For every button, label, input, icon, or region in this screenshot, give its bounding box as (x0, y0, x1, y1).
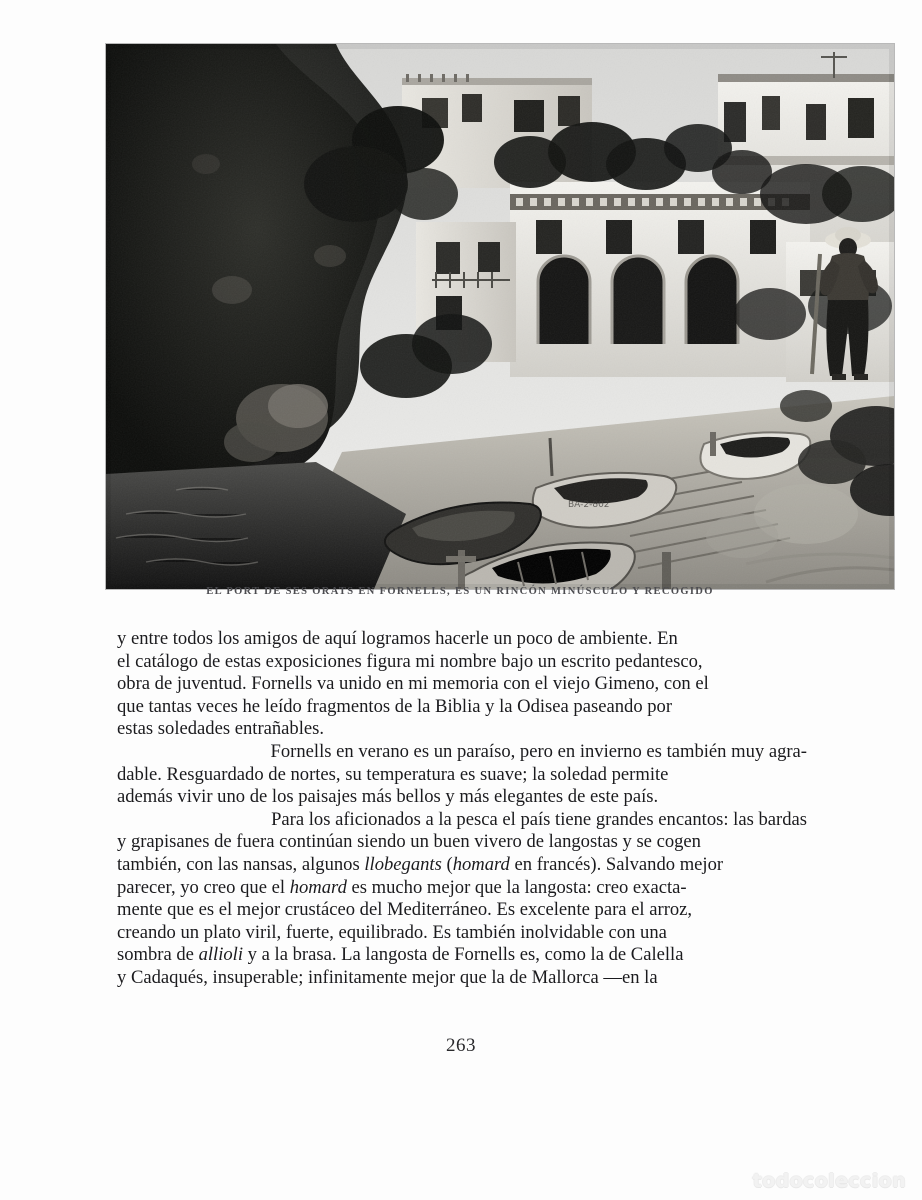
text-line: y grapisanes de fuera continúan siendo un buen vivero de langostas y se cogen (117, 831, 701, 853)
italic-term: llobegants (364, 853, 442, 875)
body-text-column (117, 628, 807, 990)
text-line: el catálogo de estas exposiciones figura mi nombre bajo un escrito pedantesco, (117, 650, 703, 672)
text-line: mente que es el mejor crustáceo del Mediterráneo. Es excelente para el arroz, (117, 899, 693, 921)
text-line: que tantas veces he leído fragmentos de la Biblia y la Odisea paseando por (117, 695, 673, 717)
text-line: creando un plato viril, fuerte, equilibrado. Es también inolvidable con una (117, 921, 667, 943)
site-watermark: todocoleccion (752, 1170, 906, 1192)
photo-caption: EL PORT DE SES ORATS EN FORNELLS, ES UN RINCÓN MINÚSCULO Y RECOGIDO (206, 586, 714, 597)
paragraph-2 (117, 741, 807, 809)
photograph (106, 44, 894, 589)
text-line: además vivir uno de los paisajes más bellos y más elegantes de este país. (117, 786, 659, 808)
text-line: parecer, yo creo que el homard es mucho mejor que la langosta: creo exacta- (117, 876, 687, 898)
text-line: dable. Resguardado de nortes, su temperatura es suave; la soledad permite (117, 763, 669, 785)
photo-figure (106, 44, 894, 589)
photograph-content (106, 44, 894, 589)
paragraph-1 (117, 628, 807, 741)
italic-term: homard (289, 876, 347, 898)
text-line: Para los aficionados a la pesca el país tiene grandes encantos: las bardas (117, 809, 807, 832)
text-line: sombra de allioli y a la brasa. La langosta de Fornells es, como la de Calella (117, 944, 684, 966)
text-line: también, con las nansas, algunos llobegants (homard en francés). Salvando mejor (117, 853, 724, 875)
page-number: 263 (446, 1035, 476, 1056)
paragraph-indent (117, 741, 151, 764)
paragraph-indent (117, 809, 151, 832)
text-line: y entre todos los amigos de aquí logramos hacerle un poco de ambiente. En (117, 628, 678, 649)
text-line: Fornells en verano es un paraíso, pero en invierno es también muy agra- (117, 741, 807, 764)
text-line: estas soledades entrañables. (117, 718, 325, 740)
text-line: obra de juventud. Fornells va unido en mi memoria con el viejo Gimeno, con el (117, 673, 709, 695)
italic-term: allioli (198, 944, 244, 966)
italic-term: homard (452, 853, 510, 875)
paragraph-3 (117, 809, 807, 990)
text-line: y Cadaqués, insuperable; infinitamente mejor que la de Mallorca —en la (117, 966, 658, 988)
